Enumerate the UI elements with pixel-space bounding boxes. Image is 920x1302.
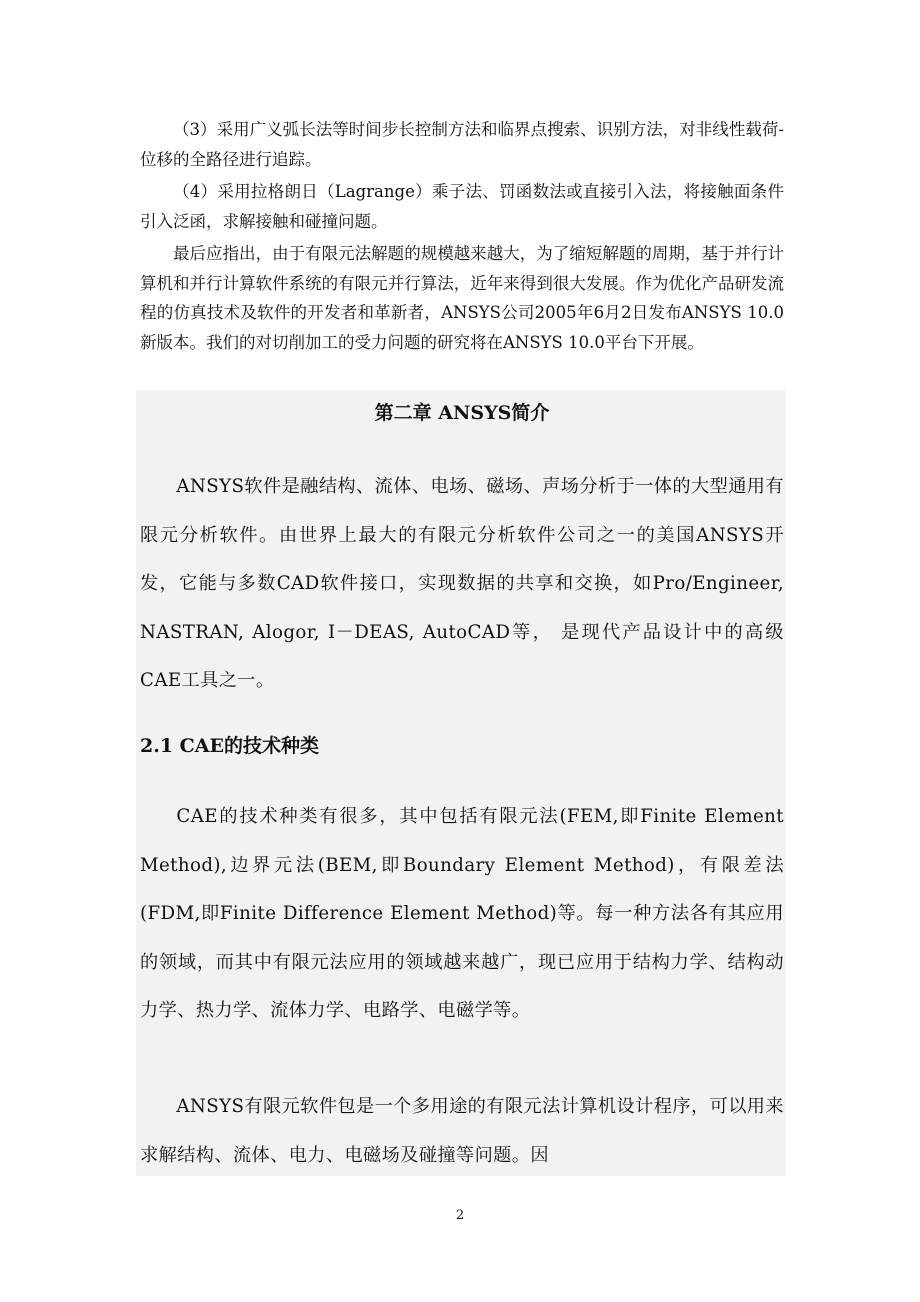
paragraph-cae-types: CAE的技术种类有很多，其中包括有限元法(FEM,即Finite Element Method),边界元法(BEM,即Boundary Element Method)，有限差法(FDM,即Finite Difference Element Method)等。每一种方法各有其应用的领域，而其中有限元法应用的领域越来越广，现已应用于结构力学、结构动力学、热力学、流体力学、电路学、电磁学等。	[140, 806, 784, 1021]
paragraph-ansys-intro: ANSYS软件是融结构、流体、电场、磁场、声场分析于一体的大型通用有限元分析软件。由世界上最大的有限元分析软件公司之一的美国ANSYS开发，它能与多数CAD软件接口，实现数据的共享和交换，如Pro/Engineer, NASTRAN, Alogor, I－DEAS, AutoCAD等， 是现代产品设计中的高级CAE工具之一。	[140, 476, 784, 691]
section-title: 2.1 CAE的技术种类	[140, 735, 320, 757]
paragraph-arc-length-method: （3）采用广义弧长法等时间步长控制方法和临界点搜索、识别方法，对非线性载荷-位移的全路径进行追踪。	[140, 120, 784, 169]
paragraph-ansys-package: ANSYS有限元软件包是一个多用途的有限元法计算机设计程序，可以用来求解结构、流体、电力、电磁场及碰撞等问题。因	[140, 1096, 784, 1166]
page-number: 2	[455, 1208, 465, 1223]
chapter-title: 第二章 ANSYS简介	[374, 402, 550, 424]
paragraph-parallel-computing: 最后应指出，由于有限元法解题的规模越来越大，为了缩短解题的周期，基于并行计算机和并行计算软件系统的有限元并行算法，近年来得到很大发展。作为优化产品研发流程的仿真技术及软件的开发者和革新者，ANSYS公司2005年6月2日发布ANSYS 10.0新版本。我们的对切削加工的受力问题的研究将在ANSYS 10.0平台下开展。	[140, 244, 784, 352]
paragraph-lagrange-multiplier: （4）采用拉格朗日（Lagrange）乘子法、罚函数法或直接引入法，将接触面条件引入泛函，求解接触和碰撞问题。	[140, 182, 784, 231]
